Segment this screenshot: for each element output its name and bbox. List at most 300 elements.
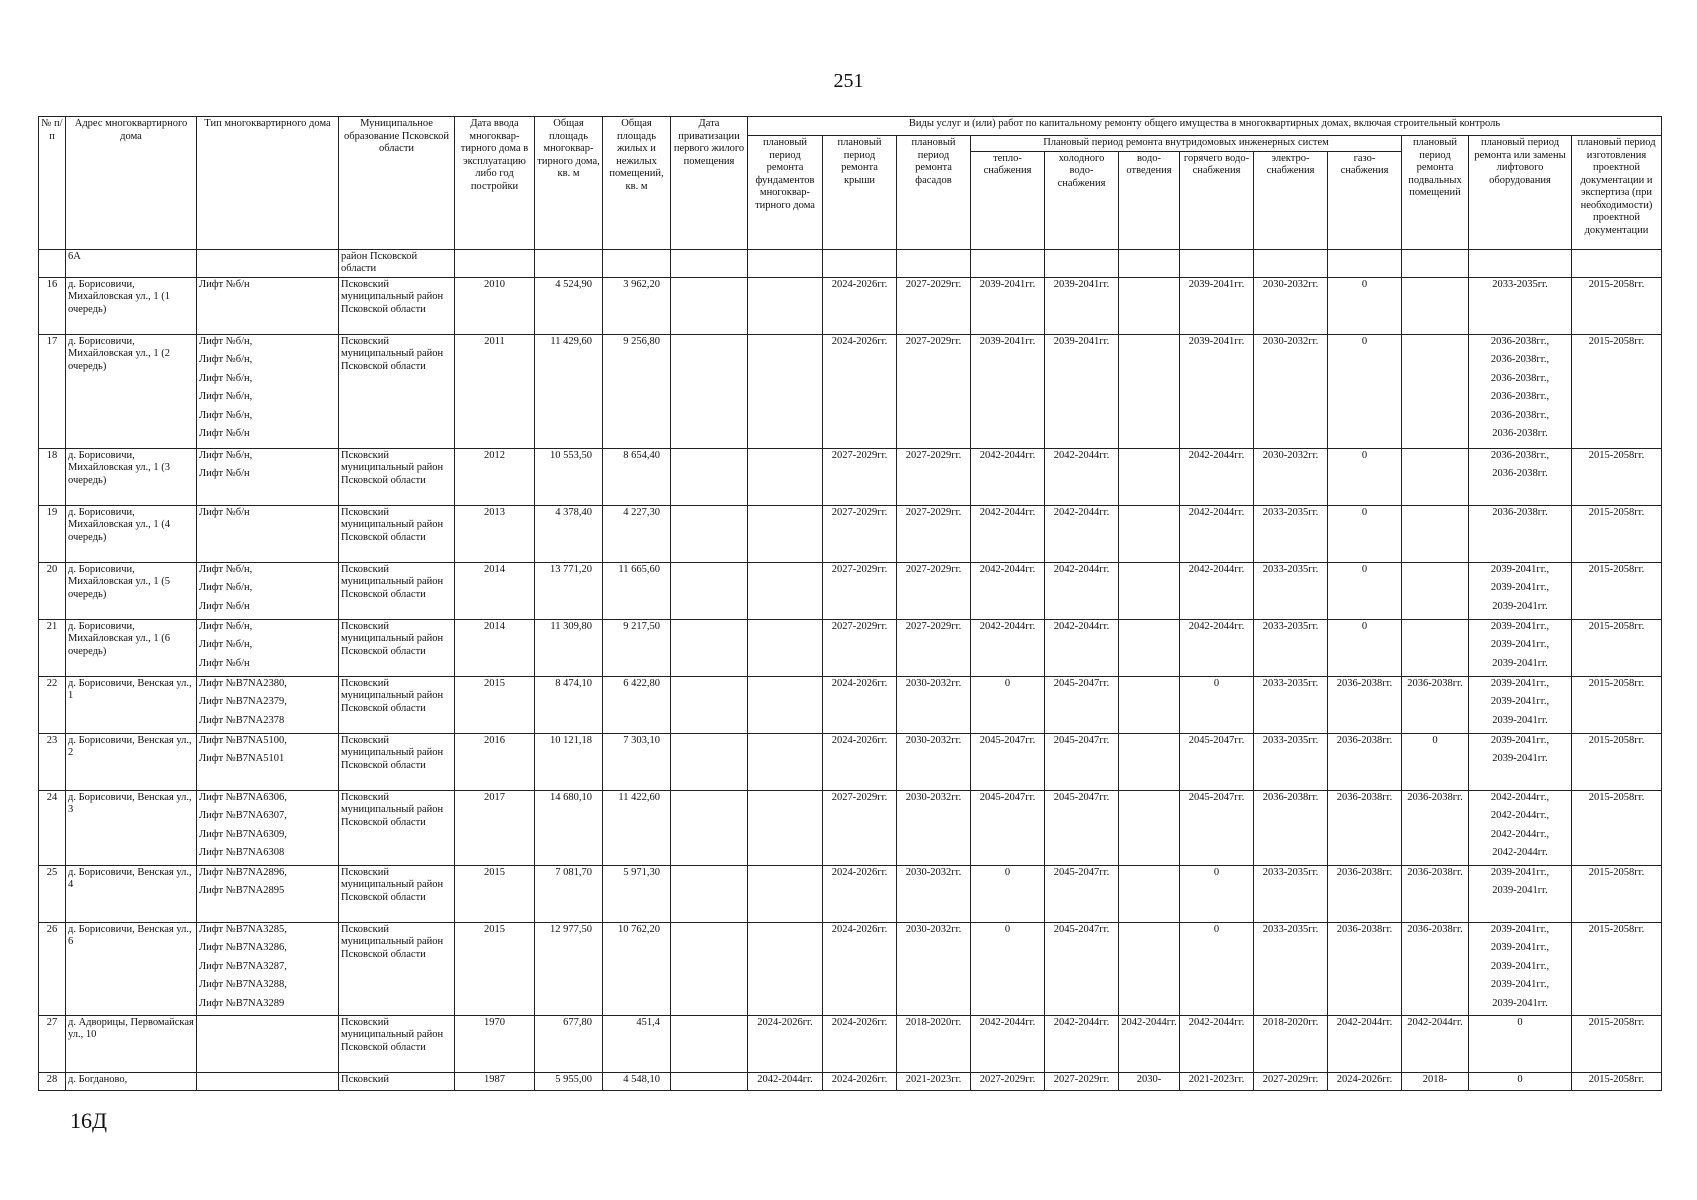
cell-municipality: Псковский муниципальный район Псковской области: [339, 922, 455, 1015]
cell-num: 22: [39, 676, 66, 733]
cell-elevator: [1469, 922, 1572, 1015]
cell-sewer: 2030-: [1119, 1072, 1180, 1090]
cell-roof: 2024-2026гг.: [823, 865, 897, 922]
cell-type-line: Лифт №б/н,: [199, 354, 253, 365]
cell-address: д. Борисовичи, Венская ул., 3: [66, 790, 197, 865]
cell-sewer: [1119, 676, 1180, 733]
cell-elevator-line: 2039-2041гг.,: [1490, 563, 1550, 575]
cell-type-line: Лифт №B7NA2379,: [199, 696, 287, 707]
cell-address: д. Борисовичи, Михайловская ул., 1 (5 очередь): [66, 562, 197, 619]
cell-area-total: [535, 249, 603, 277]
cell-hot-water: 2045-2047гг.: [1180, 790, 1254, 865]
cell-facade: 2027-2029гг.: [897, 562, 971, 619]
cell-gas: 2036-2038гг.: [1328, 922, 1402, 1015]
cell-gas: 0: [1328, 619, 1402, 676]
cell-municipality: Псковский муниципальный район Псковской области: [339, 865, 455, 922]
cell-address: д. Богданово,: [66, 1072, 197, 1090]
cell-area-living: 4 227,30: [603, 505, 671, 562]
cell-type-line: Лифт №B7NA3288,: [199, 979, 287, 990]
header-num: № п/п: [39, 117, 66, 250]
cell-elevator: [1469, 249, 1572, 277]
cell-area-total: 4 524,90: [535, 277, 603, 334]
header-gas: газо-снабжения: [1328, 151, 1402, 249]
cell-electric: 2030-2032гг.: [1254, 277, 1328, 334]
cell-sewer: [1119, 922, 1180, 1015]
cell-heat: 2039-2041гг.: [971, 277, 1045, 334]
cell-area-total: 11 309,80: [535, 619, 603, 676]
cell-privatization: [671, 1072, 748, 1090]
cell-cold-water: 2027-2029гг.: [1045, 1072, 1119, 1090]
cell-municipality: Псковский: [339, 1072, 455, 1090]
header-engineering: Плановый период ремонта внутридомовых инженерных систем: [971, 136, 1402, 152]
cell-elevator: [1469, 676, 1572, 733]
table-row: [39, 448, 1662, 505]
cell-type-line: Лифт №B7NA3287,: [199, 960, 287, 972]
cell-hot-water: 2039-2041гг.: [1180, 334, 1254, 448]
cell-area-living: 11 665,60: [603, 562, 671, 619]
cell-foundation: [748, 790, 823, 865]
cell-docs: 2015-2058гг.: [1572, 922, 1662, 1015]
cell-facade: 2030-2032гг.: [897, 733, 971, 790]
cell-electric: 2033-2035гг.: [1254, 865, 1328, 922]
cell-hot-water: 2042-2044гг.: [1180, 448, 1254, 505]
capital-repair-table: [38, 116, 1662, 1091]
cell-elevator-line: 2042-2044гг.,: [1490, 810, 1550, 821]
table-row: [39, 619, 1662, 676]
cell-gas: 0: [1328, 562, 1402, 619]
cell-date: 2015: [455, 922, 535, 1015]
cell-elevator-line: 2036-2038гг.,: [1490, 354, 1550, 365]
cell-heat: 2045-2047гг.: [971, 733, 1045, 790]
cell-type: [197, 1015, 339, 1072]
cell-roof: [823, 249, 897, 277]
cell-type: [197, 249, 339, 277]
cell-type-line: Лифт №б/н,: [199, 409, 253, 421]
header-elevator: плановый период ремонта или замены лифтового оборудования: [1469, 136, 1572, 250]
cell-type-line: Лифт №B7NA2895: [199, 885, 285, 896]
cell-foundation: [748, 619, 823, 676]
cell-electric: 2018-2020гг.: [1254, 1015, 1328, 1072]
cell-address: д. Борисовичи, Венская ул., 1: [66, 676, 197, 733]
cell-elevator-line: 2042-2044гг.,: [1490, 828, 1550, 840]
cell-elevator-line: 0: [1517, 1073, 1523, 1085]
cell-type-line: Лифт №б/н: [199, 600, 250, 612]
cell-type: [197, 562, 339, 619]
cell-docs: 2015-2058гг.: [1572, 619, 1662, 676]
cell-hot-water: 0: [1180, 865, 1254, 922]
cell-cold-water: 2045-2047гг.: [1045, 922, 1119, 1015]
cell-num: 25: [39, 865, 66, 922]
header-area-total: Общая площадь многоквар-тирного дома, кв. м: [535, 117, 603, 250]
cell-electric: 2033-2035гг.: [1254, 733, 1328, 790]
cell-gas: 0: [1328, 277, 1402, 334]
cell-elevator-line: 2039-2041гг.,: [1490, 620, 1550, 632]
cell-docs: 2015-2058гг.: [1572, 562, 1662, 619]
cell-area-living: 7 303,10: [603, 733, 671, 790]
cell-area-living: 8 654,40: [603, 448, 671, 505]
cell-area-living: [603, 249, 671, 277]
cell-type-line: Лифт №б/н,: [199, 563, 253, 575]
cell-cold-water: 2045-2047гг.: [1045, 676, 1119, 733]
cell-type-line: Лифт №б/н: [199, 278, 250, 290]
cell-hot-water: 2042-2044гг.: [1180, 1015, 1254, 1072]
cell-area-total: 7 081,70: [535, 865, 603, 922]
table-body: [39, 249, 1662, 1090]
cell-hot-water: 0: [1180, 676, 1254, 733]
cell-privatization: [671, 865, 748, 922]
cell-facade: 2027-2029гг.: [897, 505, 971, 562]
cell-address: д. Борисовичи, Михайловская ул., 1 (1 очередь): [66, 277, 197, 334]
cell-type-line: Лифт №б/н: [199, 506, 250, 518]
cell-municipality: Псковский муниципальный район Псковской области: [339, 733, 455, 790]
cell-elevator: [1469, 733, 1572, 790]
cell-area-living: 9 217,50: [603, 619, 671, 676]
cell-roof: 2027-2029гг.: [823, 505, 897, 562]
cell-elevator-line: 2039-2041гг.: [1492, 885, 1548, 896]
cell-sewer: [1119, 865, 1180, 922]
cell-basement: 2036-2038гг.: [1402, 676, 1469, 733]
cell-hot-water: 2042-2044гг.: [1180, 505, 1254, 562]
cell-roof: 2024-2026гг.: [823, 922, 897, 1015]
cell-elevator-line: 2039-2041гг.,: [1490, 696, 1550, 707]
cell-num: 26: [39, 922, 66, 1015]
cell-area-total: 10 121,18: [535, 733, 603, 790]
cell-privatization: [671, 448, 748, 505]
cell-hot-water: 0: [1180, 922, 1254, 1015]
cell-hot-water: 2045-2047гг.: [1180, 733, 1254, 790]
cell-sewer: [1119, 448, 1180, 505]
cell-basement: [1402, 448, 1469, 505]
cell-elevator-line: 2036-2038гг.: [1492, 506, 1548, 518]
cell-address: д. Борисовичи, Венская ул., 6: [66, 922, 197, 1015]
cell-cold-water: 2045-2047гг.: [1045, 733, 1119, 790]
cell-elevator: [1469, 1015, 1572, 1072]
cell-elevator-line: 2036-2038гг.,: [1490, 372, 1550, 384]
cell-sewer: [1119, 277, 1180, 334]
cell-date: 1970: [455, 1015, 535, 1072]
cell-type-line: Лифт №б/н,: [199, 449, 253, 461]
header-roof: плановый период ремонта крыши: [823, 136, 897, 250]
cell-basement: [1402, 277, 1469, 334]
cell-elevator-line: 2039-2041гг.: [1492, 997, 1548, 1009]
cell-municipality: Псковский муниципальный район Псковской области: [339, 562, 455, 619]
header-hot-water: горячего водо-снабжения: [1180, 151, 1254, 249]
cell-municipality: Псковский муниципальный район Псковской области: [339, 448, 455, 505]
cell-facade: 2027-2029гг.: [897, 448, 971, 505]
cell-type: [197, 733, 339, 790]
cell-address: д. Адворицы, Первомайская ул., 10: [66, 1015, 197, 1072]
cell-facade: 2027-2029гг.: [897, 619, 971, 676]
cell-privatization: [671, 733, 748, 790]
cell-municipality: Псковский муниципальный район Псковской области: [339, 277, 455, 334]
cell-docs: 2015-2058гг.: [1572, 676, 1662, 733]
cell-foundation: [748, 922, 823, 1015]
cell-area-total: 10 553,50: [535, 448, 603, 505]
cell-elevator-line: 2039-2041гг.,: [1490, 960, 1550, 972]
table-row: [39, 733, 1662, 790]
cell-roof: 2027-2029гг.: [823, 790, 897, 865]
cell-elevator: [1469, 505, 1572, 562]
cell-type-line: Лифт №B7NA6306,: [199, 791, 287, 803]
cell-type: [197, 277, 339, 334]
cell-elevator-line: 2039-2041гг.,: [1490, 866, 1550, 878]
cell-area-living: 5 971,30: [603, 865, 671, 922]
cell-type-line: Лифт №B7NA2896,: [199, 866, 287, 878]
cell-heat: 2042-2044гг.: [971, 505, 1045, 562]
cell-type: [197, 505, 339, 562]
cell-electric: 2030-2032гг.: [1254, 334, 1328, 448]
cell-foundation: [748, 448, 823, 505]
cell-type-line: Лифт №б/н,: [199, 620, 253, 632]
cell-gas: 2036-2038гг.: [1328, 790, 1402, 865]
header-date: Дата ввода многоквар-тирного дома в эксплуатацию либо год постройки: [455, 117, 535, 250]
cell-num: 19: [39, 505, 66, 562]
cell-heat: 2027-2029гг.: [971, 1072, 1045, 1090]
cell-basement: 2036-2038гг.: [1402, 922, 1469, 1015]
cell-foundation: [748, 334, 823, 448]
cell-type: [197, 448, 339, 505]
cell-electric: 2033-2035гг.: [1254, 619, 1328, 676]
cell-elevator: [1469, 277, 1572, 334]
cell-gas: 0: [1328, 505, 1402, 562]
cell-address: д. Борисовичи, Михайловская ул., 1 (3 очередь): [66, 448, 197, 505]
cell-area-living: 9 256,80: [603, 334, 671, 448]
cell-roof: 2024-2026гг.: [823, 334, 897, 448]
cell-privatization: [671, 277, 748, 334]
cell-hot-water: 2039-2041гг.: [1180, 277, 1254, 334]
cell-docs: 2015-2058гг.: [1572, 1072, 1662, 1090]
cell-docs: 2015-2058гг.: [1572, 448, 1662, 505]
cell-foundation: [748, 865, 823, 922]
cell-docs: 2015-2058гг.: [1572, 334, 1662, 448]
cell-elevator-line: 2036-2038гг.,: [1490, 409, 1550, 421]
cell-type: [197, 1072, 339, 1090]
cell-municipality: Псковский муниципальный район Псковской области: [339, 1015, 455, 1072]
cell-area-total: 13 771,20: [535, 562, 603, 619]
cell-type-line: Лифт №B7NA6308: [199, 847, 285, 858]
header-sewer: водо-отведения: [1119, 151, 1180, 249]
table-row: [39, 790, 1662, 865]
cell-cold-water: 2042-2044гг.: [1045, 1015, 1119, 1072]
cell-date: 2016: [455, 733, 535, 790]
cell-elevator-line: 2039-2041гг.,: [1490, 677, 1550, 689]
cell-type-line: Лифт №б/н: [199, 428, 250, 439]
cell-electric: 2033-2035гг.: [1254, 922, 1328, 1015]
cell-heat: 0: [971, 865, 1045, 922]
cell-num: 27: [39, 1015, 66, 1072]
cell-date: 2017: [455, 790, 535, 865]
cell-foundation: [748, 505, 823, 562]
cell-foundation: [748, 562, 823, 619]
cell-heat: 2042-2044гг.: [971, 1015, 1045, 1072]
cell-elevator: [1469, 334, 1572, 448]
cell-privatization: [671, 922, 748, 1015]
cell-facade: 2018-2020гг.: [897, 1015, 971, 1072]
cell-cold-water: 2039-2041гг.: [1045, 334, 1119, 448]
cell-municipality: Псковский муниципальный район Псковской области: [339, 505, 455, 562]
cell-date: [455, 249, 535, 277]
cell-num: 23: [39, 733, 66, 790]
cell-gas: [1328, 249, 1402, 277]
cell-roof: 2024-2026гг.: [823, 1015, 897, 1072]
cell-type-line: Лифт №б/н,: [199, 639, 253, 650]
cell-privatization: [671, 790, 748, 865]
cell-address: д. Борисовичи, Венская ул., 4: [66, 865, 197, 922]
cell-municipality: Псковский муниципальный район Псковской области: [339, 619, 455, 676]
cell-type: [197, 619, 339, 676]
cell-type: [197, 922, 339, 1015]
cell-hot-water: 2021-2023гг.: [1180, 1072, 1254, 1090]
cell-elevator-line: 2036-2038гг.,: [1490, 449, 1550, 461]
cell-foundation: 2024-2026гг.: [748, 1015, 823, 1072]
cell-elevator-line: 2039-2041гг.,: [1490, 639, 1550, 650]
cell-heat: 0: [971, 676, 1045, 733]
cell-date: 2013: [455, 505, 535, 562]
cell-date: 2012: [455, 448, 535, 505]
cell-privatization: [671, 619, 748, 676]
cell-num: 24: [39, 790, 66, 865]
header-services: Виды услуг и (или) работ по капитальному ремонту общего имущества в многоквартирных домах, включая строительный контроль: [748, 117, 1662, 136]
cell-address: д. Борисовичи, Венская ул., 2: [66, 733, 197, 790]
cell-elevator-line: 2033-2035гг.: [1492, 278, 1548, 290]
table-row: [39, 249, 1662, 277]
cell-type: [197, 676, 339, 733]
cell-foundation: [748, 277, 823, 334]
cell-sewer: [1119, 562, 1180, 619]
cell-elevator-line: 2036-2038гг.: [1492, 428, 1548, 439]
cell-num: 16: [39, 277, 66, 334]
cell-date: 2014: [455, 562, 535, 619]
cell-type-line: Лифт №б/н,: [199, 391, 253, 402]
header-cold-water: холодного водо-снабжения: [1045, 151, 1119, 249]
cell-docs: 2015-2058гг.: [1572, 505, 1662, 562]
cell-privatization: [671, 562, 748, 619]
cell-elevator-line: 2039-2041гг.,: [1490, 582, 1550, 593]
cell-area-living: 10 762,20: [603, 922, 671, 1015]
table-row: [39, 676, 1662, 733]
cell-area-total: 4 378,40: [535, 505, 603, 562]
cell-foundation: [748, 249, 823, 277]
header-facade: плановый период ремонта фасадов: [897, 136, 971, 250]
header-basement: плановый период ремонта подвальных помещений: [1402, 136, 1469, 250]
cell-elevator-line: 2039-2041гг.: [1492, 657, 1548, 669]
cell-municipality: Псковский муниципальный район Псковской области: [339, 334, 455, 448]
cell-basement: 2042-2044гг.: [1402, 1015, 1469, 1072]
cell-roof: 2027-2029гг.: [823, 562, 897, 619]
cell-type-line: Лифт №B7NA3289: [199, 997, 285, 1009]
header-electric: электро-снабжения: [1254, 151, 1328, 249]
cell-type-line: Лифт №B7NA3286,: [199, 942, 287, 953]
cell-hot-water: 2042-2044гг.: [1180, 619, 1254, 676]
cell-hot-water: [1180, 249, 1254, 277]
cell-privatization: [671, 334, 748, 448]
cell-electric: 2027-2029гг.: [1254, 1072, 1328, 1090]
cell-cold-water: 2042-2044гг.: [1045, 448, 1119, 505]
cell-municipality: Псковский муниципальный район Псковской области: [339, 790, 455, 865]
cell-address: д. Борисовичи, Михайловская ул., 1 (4 очередь): [66, 505, 197, 562]
cell-privatization: [671, 249, 748, 277]
cell-area-living: 3 962,20: [603, 277, 671, 334]
cell-num: 18: [39, 448, 66, 505]
cell-area-total: 677,80: [535, 1015, 603, 1072]
cell-sewer: 2042-2044гг.: [1119, 1015, 1180, 1072]
table-row: [39, 277, 1662, 334]
table-row: [39, 562, 1662, 619]
cell-foundation: [748, 733, 823, 790]
cell-elevator: [1469, 1072, 1572, 1090]
cell-num: 28: [39, 1072, 66, 1090]
cell-type-line: Лифт №б/н: [199, 657, 250, 669]
cell-elevator-line: 2039-2041гг.,: [1490, 923, 1550, 935]
cell-sewer: [1119, 619, 1180, 676]
cell-basement: 2018-: [1402, 1072, 1469, 1090]
cell-area-total: 5 955,00: [535, 1072, 603, 1090]
cell-hot-water: 2042-2044гг.: [1180, 562, 1254, 619]
cell-area-living: 4 548,10: [603, 1072, 671, 1090]
cell-type-line: Лифт №б/н,: [199, 335, 253, 347]
table-row: [39, 505, 1662, 562]
cell-docs: 2015-2058гг.: [1572, 790, 1662, 865]
cell-foundation: [748, 676, 823, 733]
cell-elevator-line: 2042-2044гг.: [1492, 847, 1548, 858]
table-row: [39, 922, 1662, 1015]
cell-elevator-line: 2039-2041гг.,: [1490, 979, 1550, 990]
cell-basement: 0: [1402, 733, 1469, 790]
cell-elevator: [1469, 619, 1572, 676]
page-number: 251: [833, 70, 864, 92]
cell-date: 2010: [455, 277, 535, 334]
cell-gas: 2024-2026гг.: [1328, 1072, 1402, 1090]
cell-municipality: район Псковской области: [339, 249, 455, 277]
cell-area-total: 14 680,10: [535, 790, 603, 865]
cell-cold-water: 2039-2041гг.: [1045, 277, 1119, 334]
cell-sewer: [1119, 505, 1180, 562]
cell-facade: 2030-2032гг.: [897, 790, 971, 865]
header-type: Тип многоквартирного дома: [197, 117, 339, 250]
cell-type: [197, 865, 339, 922]
cell-elevator-line: 2036-2038гг.: [1492, 468, 1548, 479]
table-row: [39, 334, 1662, 448]
cell-basement: [1402, 249, 1469, 277]
header-municipality: Муниципальное образование Псковской области: [339, 117, 455, 250]
cell-sewer: [1119, 249, 1180, 277]
cell-type-line: Лифт №B7NA6309,: [199, 828, 287, 840]
cell-facade: 2030-2032гг.: [897, 922, 971, 1015]
cell-gas: 2036-2038гг.: [1328, 865, 1402, 922]
cell-heat: 2042-2044гг.: [971, 562, 1045, 619]
cell-type-line: Лифт №B7NA2380,: [199, 677, 287, 689]
cell-privatization: [671, 676, 748, 733]
cell-electric: 2033-2035гг.: [1254, 505, 1328, 562]
cell-electric: 2030-2032гг.: [1254, 448, 1328, 505]
cell-heat: 2039-2041гг.: [971, 334, 1045, 448]
cell-type-line: Лифт №B7NA3285,: [199, 923, 287, 935]
cell-cold-water: 2042-2044гг.: [1045, 505, 1119, 562]
cell-elevator-line: 2039-2041гг.: [1492, 753, 1548, 764]
cell-facade: 2027-2029гг.: [897, 277, 971, 334]
cell-elevator-line: 2039-2041гг.: [1492, 600, 1548, 612]
cell-docs: [1572, 249, 1662, 277]
cell-address: д. Борисовичи, Михайловская ул., 1 (2 очередь): [66, 334, 197, 448]
cell-type-line: Лифт №б/н: [199, 468, 250, 479]
cell-gas: 2042-2044гг.: [1328, 1015, 1402, 1072]
cell-cold-water: 2045-2047гг.: [1045, 865, 1119, 922]
cell-electric: 2033-2035гг.: [1254, 676, 1328, 733]
header-docs: плановый период изготовления проектной документации и экспертиза (при необходимости) проектной документации: [1572, 136, 1662, 250]
cell-gas: 2036-2038гг.: [1328, 733, 1402, 790]
table-row: [39, 865, 1662, 922]
cell-gas: 2036-2038гг.: [1328, 676, 1402, 733]
